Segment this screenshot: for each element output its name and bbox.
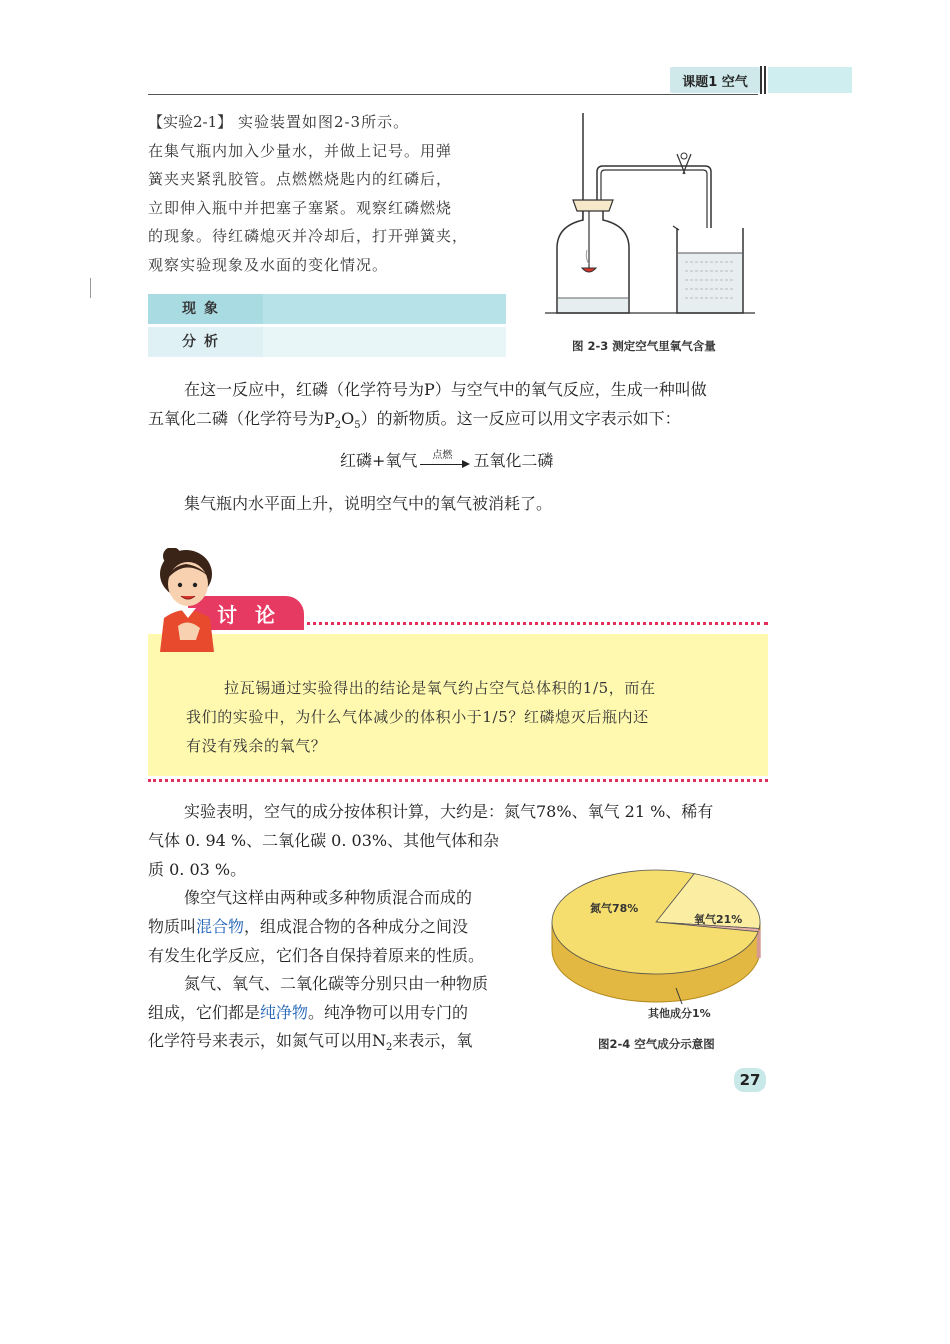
reaction-line — [148, 404, 768, 440]
mixture-line: 有发生化学反应，它们各自保持着原来的性质。 — [148, 946, 485, 965]
text-span: ，组成混合物的各种成分之间没 — [244, 917, 469, 936]
experiment-line: 簧夹夹紧乳胶管。点燃燃烧匙内的红磷后， — [148, 170, 453, 188]
composition-line: 实验表明，空气的成分按体积计算，大约是：氮气78%、氧气 21 %、稀有 — [184, 802, 714, 821]
observation-label: 现象 — [148, 294, 263, 324]
apparatus-illustration — [545, 108, 775, 318]
subscript: 5 — [354, 420, 361, 432]
header-divider — [760, 66, 766, 94]
experiment-text — [148, 108, 510, 279]
text-span: 化学符号来表示，如氮气可以用N — [148, 1031, 387, 1050]
discussion-text — [186, 674, 746, 761]
text-span: 来表示，氧 — [392, 1031, 473, 1050]
word-equation — [340, 448, 553, 471]
subscript: 2 — [334, 420, 342, 432]
experiment-line: 观察实验现象及水面的变化情况。 — [148, 255, 389, 274]
discussion-border-top — [300, 622, 768, 625]
equation-products: 五氧化二磷 — [473, 451, 554, 470]
header-strip — [768, 67, 852, 93]
pie-label-oxygen: 氧气21% — [694, 913, 743, 926]
discussion-line: 拉瓦锡通过实验得出的结论是氧气约占空气总体积的1/5，而在 — [224, 679, 656, 697]
text-span: 物质叫 — [148, 917, 197, 936]
chart-title: 图2-4 空气成分示意图 — [598, 1037, 715, 1051]
pie-layer — [552, 870, 761, 1002]
observation-row — [148, 294, 506, 324]
equation-reactants: 红磷+氧气 — [340, 451, 418, 470]
air-composition-pie — [548, 860, 773, 1050]
experiment-line: 实验装置如图2-3所示。 — [237, 113, 410, 131]
experiment-line: 立即伸入瓶中并把塞子塞紧。观察红磷燃烧 — [148, 198, 453, 217]
header-rule — [148, 94, 758, 95]
discussion-title: 讨论 — [188, 596, 304, 630]
analysis-label: 分析 — [148, 327, 263, 357]
page-number: 27 — [734, 1068, 766, 1092]
composition-line: 质 0. 03 %。 — [148, 860, 247, 879]
experiment-line: 在集气瓶内加入少量水，并做上记号。用弹 — [148, 141, 453, 160]
discussion-border-bottom — [148, 779, 768, 782]
text-span: 五氧化二磷（化学符号为P — [148, 409, 335, 428]
reaction-line: 在这一反应中，红磷（化学符号为P）与空气中的氧气反应，生成一种叫做 — [184, 380, 707, 399]
section-title: 课题1 空气 — [670, 67, 760, 93]
analysis-row — [148, 327, 506, 357]
pure-line — [148, 1026, 538, 1062]
mixture-line — [148, 912, 538, 941]
text-span: 。纯净物可以用专门的 — [308, 1003, 469, 1022]
mixture-line: 像空气这样由两种或多种物质混合而成的 — [184, 888, 473, 907]
discussion-line: 我们的实验中，为什么气体减少的体积小于1/5？红磷熄灭后瓶内还 — [186, 708, 649, 726]
experiment-line: 的现象。待红磷熄灭并冷却后，打开弹簧夹， — [148, 227, 469, 245]
analysis-cell — [265, 327, 506, 357]
reaction-condition: 点燃 — [432, 449, 453, 461]
observation-cell — [265, 294, 506, 324]
text-span: O — [341, 409, 355, 428]
pure-line: 氮气、氧气、二氧化碳等分别只由一种物质 — [184, 974, 489, 993]
text-span: 组成，它们都是 — [148, 1003, 261, 1022]
discussion-line: 有没有残余的氧气？ — [186, 737, 327, 755]
composition-line: 气体 0. 94 %、二氧化碳 0. 03%、其他气体和杂 — [148, 831, 500, 850]
experiment-label: 【实验2-1】 — [148, 113, 233, 131]
term-mixture: 混合物 — [196, 917, 245, 936]
subscript: 2 — [386, 1042, 393, 1054]
text-span: ）的新物质。这一反应可以用文字表示如下： — [360, 409, 681, 428]
term-pure-substance: 纯净物 — [260, 1003, 309, 1022]
margin-mark — [90, 278, 91, 298]
conclusion-line: 集气瓶内水平面上升，说明空气中的氧气被消耗了。 — [184, 494, 553, 513]
figure-caption: 图 2-3 测定空气里氧气含量 — [572, 339, 716, 353]
pie-label-nitrogen: 氮气78% — [590, 902, 639, 915]
student-illustration — [150, 548, 232, 656]
pie-label-other: 其他成分1% — [648, 1007, 711, 1020]
pure-line — [148, 998, 538, 1027]
